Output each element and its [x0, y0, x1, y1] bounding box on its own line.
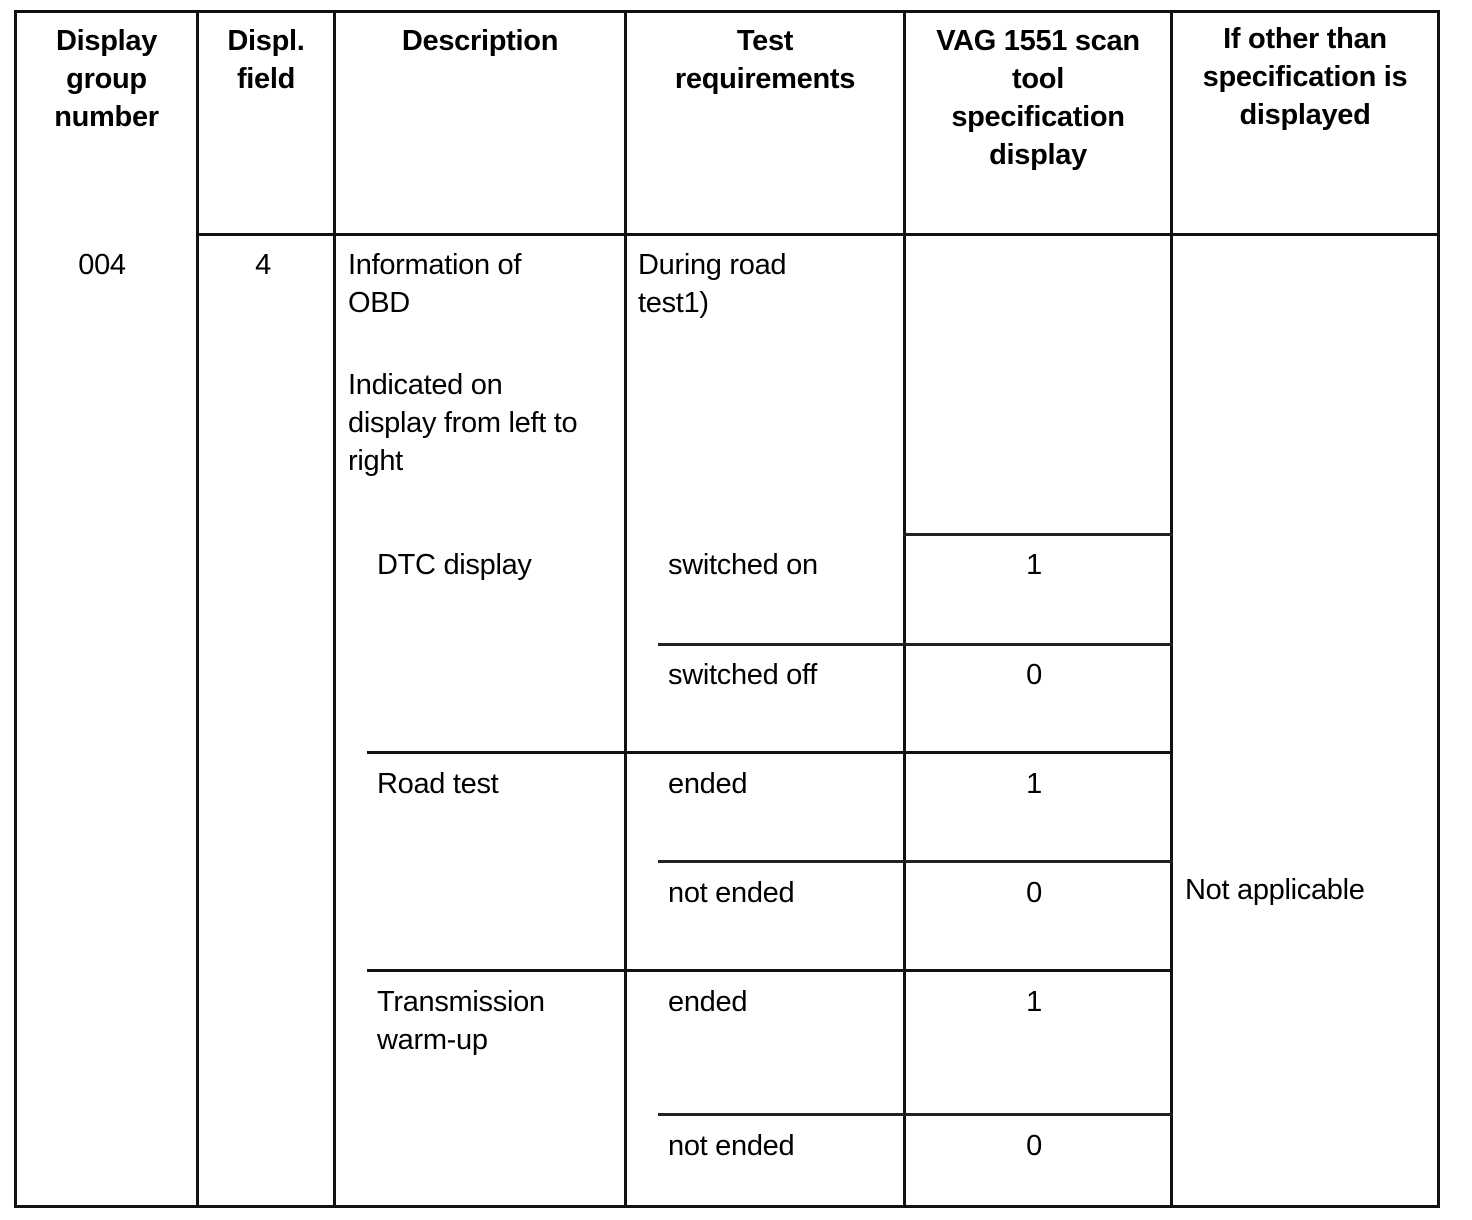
header-description: Description — [401, 25, 559, 57]
row-sep-dtc — [658, 643, 1173, 646]
sub-item-label-dtc-display: DTC display — [377, 549, 532, 581]
header-other-than-spec: If other than specification is displayed — [1202, 23, 1408, 131]
value-transmission-ended: 1 — [1026, 986, 1042, 1018]
row-sep-road-test-inner — [658, 860, 1173, 863]
table-bottom-border — [14, 1205, 1440, 1208]
row-sep-road-test — [367, 751, 1173, 754]
value-switched-on: 1 — [1026, 549, 1042, 581]
header-test-requirements: Test requirements — [674, 25, 856, 95]
col-divider-1 — [196, 10, 199, 1208]
sub-item-label-transmission-warm-up: Transmission warm-up — [377, 986, 545, 1056]
value-road-test-ended: 1 — [1026, 768, 1042, 800]
group-number-cell: 004 — [78, 249, 126, 281]
test-main: During road test1) — [638, 249, 787, 319]
value-transmission-not-ended: 0 — [1026, 1130, 1042, 1162]
row-sep-transmission — [367, 969, 1173, 972]
requirement-transmission-ended: ended — [668, 986, 748, 1018]
requirement-transmission-not-ended: not ended — [668, 1130, 795, 1162]
value-road-test-not-ended: 0 — [1026, 877, 1042, 909]
value-row-sep-top — [903, 533, 1173, 536]
field-cell: 4 — [255, 249, 271, 281]
description-main: Information of OBD — [348, 249, 522, 319]
table-left-border — [14, 10, 17, 1208]
table-top-border — [14, 10, 1440, 13]
other-than-spec-cell: Not applicable — [1185, 874, 1365, 906]
col-divider-5 — [1170, 10, 1173, 1208]
requirement-switched-off: switched off — [668, 659, 818, 691]
table-right-border — [1437, 10, 1440, 1208]
col-divider-4 — [903, 10, 906, 1208]
value-switched-off: 0 — [1026, 659, 1042, 691]
header-divider — [196, 233, 1440, 236]
requirement-road-test-not-ended: not ended — [668, 877, 795, 909]
col-divider-3b — [624, 753, 627, 1208]
sub-item-label-road-test: Road test — [377, 768, 499, 800]
header-display-group-number: Display group number — [54, 25, 159, 133]
header-displ-field: Displ. field — [227, 25, 305, 95]
col-divider-3a — [624, 10, 627, 753]
row-sep-transmission-inner — [658, 1113, 1173, 1116]
description-note: Indicated on display from left to right — [348, 369, 578, 477]
header-scan-tool-spec: VAG 1551 scan tool specification display — [936, 25, 1140, 171]
requirement-road-test-ended: ended — [668, 768, 748, 800]
requirement-switched-on: switched on — [668, 549, 818, 581]
col-divider-2 — [333, 10, 336, 1208]
